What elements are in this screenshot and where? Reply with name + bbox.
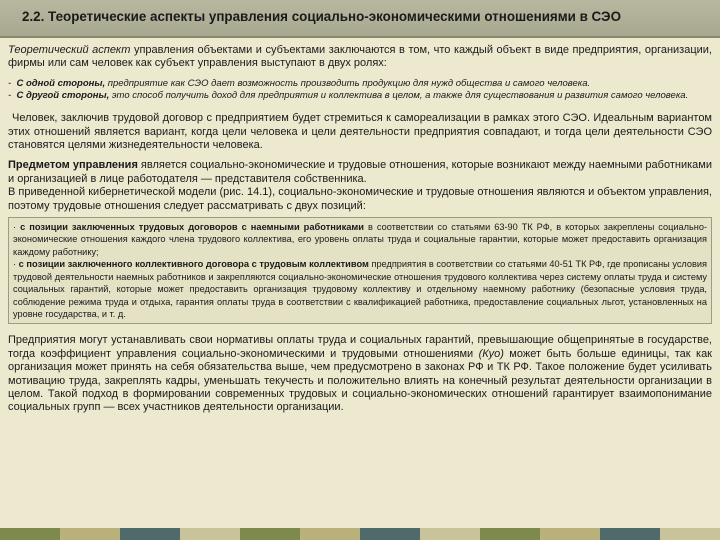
stripe — [60, 528, 120, 540]
stripe — [420, 528, 480, 540]
paragraph-text: управления объектами и субъектами заключаются в том, что каждый объект в виде предприятия, организации, фирмы или сам человек как субъект управления выступают в двух ролях: — [8, 44, 712, 70]
stripe — [300, 528, 360, 540]
position-item — [13, 258, 707, 320]
stripe — [600, 528, 660, 540]
paragraph-subject-of-management — [8, 159, 712, 186]
role-item — [8, 90, 712, 102]
stripe — [0, 528, 60, 540]
position-lead: с позиции заключенного коллективного договора с трудовым коллективом — [18, 259, 369, 270]
slide-content — [8, 44, 712, 415]
term-theoretical-aspect: Теоретический аспект — [8, 44, 131, 56]
bullet-marker: · — [13, 222, 17, 233]
paragraph-text: является социально-экономические и трудовые отношения, которые возникают между наемными работниками и организацией в лице работодателя — представителя собственника. — [8, 159, 712, 185]
coefficient-label: (Куо) — [478, 347, 504, 360]
stripe — [240, 528, 300, 540]
stripe — [660, 528, 720, 540]
paragraph-human-goals: Человек, заключив трудовой договор с предприятием будет стремиться к самореализации в рамках этого СЭО. Идеальным вариантом этих отношений является вариант, когда цели человека и цели деятельности предприятия совпадают, и тогда цели деятельности СЭО становятся целями жизнедеятельности человека. — [8, 112, 712, 152]
stripe — [360, 528, 420, 540]
positions-box — [8, 217, 712, 324]
paragraph-text: Предприятия могут устанавливать свои нормативы оплаты труда и социальных гарантий, превышающие общепринятые в государстве, тогда коэффициент управления социально-экономическими и трудовыми отношениями — [8, 334, 712, 360]
stripe — [480, 528, 540, 540]
paragraph-enterprise-norms — [8, 334, 712, 414]
role-lead: С другой стороны, — [16, 90, 110, 102]
position-text: в соответствии со статьями 63-90 ТК РФ, в которых закреплены социально-экономические отношения каждого члена трудового коллектива, его уровень оплаты труда и социальные гарантии, которые может предоставить организация каждому работнику; — [13, 222, 708, 257]
decorative-bottom-strip — [0, 528, 720, 540]
dash-marker: - — [8, 77, 12, 89]
term-subject-of-management: Предметом управления — [8, 159, 138, 172]
dash-marker: - — [8, 90, 12, 102]
stripe — [540, 528, 600, 540]
role-item — [8, 78, 712, 90]
paragraph-theoretical-aspect — [8, 44, 712, 71]
bullet-marker: · — [13, 259, 17, 270]
role-text: это способ получить доход для предприятия и коллектива в целом, а также для существования и развития самого человека. — [109, 90, 689, 102]
position-item — [13, 221, 707, 258]
stripe — [120, 528, 180, 540]
stripe — [180, 528, 240, 540]
role-lead: С одной стороны, — [16, 77, 106, 89]
role-text: предприятие как СЭО дает возможность производить продукцию для нужд общества и самого человека. — [105, 77, 591, 89]
position-text: предприятия в соответствии со статьями 40-51 ТК РФ, где прописаны условия трудовой деятельности наемных работников и закрепляются социально-экономические отношения трудового коллектива через систему оплаты труда и систему социальных гарантий, которые может предоставить организация трудовому коллективу и отдельному наемному работнику (безопасные условия труда, соблюдение режима труда и отдыха, гарантия оплаты труда в соответствии с квалификацией работника, предоставление социальных льгот, установленных на уровне государства, и т. д. — [13, 259, 707, 319]
slide-title: 2.2. Теоретические аспекты управления социально-экономическими отношениями в СЭО — [22, 9, 621, 24]
position-lead: с позиции заключенных трудовых договоров с наемными работниками — [20, 222, 365, 233]
slide-title-bar — [0, 0, 720, 38]
paragraph-text: может быть больше единицы, так как организация может принять на себя обязательства выше, чем предусмотрено в законах РФ и ТК РФ. Такое положение будет усиливать мотивацию труда, закреплять кадры, уменьшать текучесть и положительно влиять на конечный результат деятельности организации в целом. Такой подход в формировании современных трудовых и социально-экономических отношений гарантирует взаимопонимание социальных групп — всех участников деятельности организации. — [8, 347, 712, 414]
paragraph-cybernetic-model: В приведенной кибернетической модели (рис. 14.1), социально-экономические и трудовые отношения являются и объектом управления, поэтому трудовые отношения следует рассматривать с двух позиций: — [8, 186, 712, 212]
